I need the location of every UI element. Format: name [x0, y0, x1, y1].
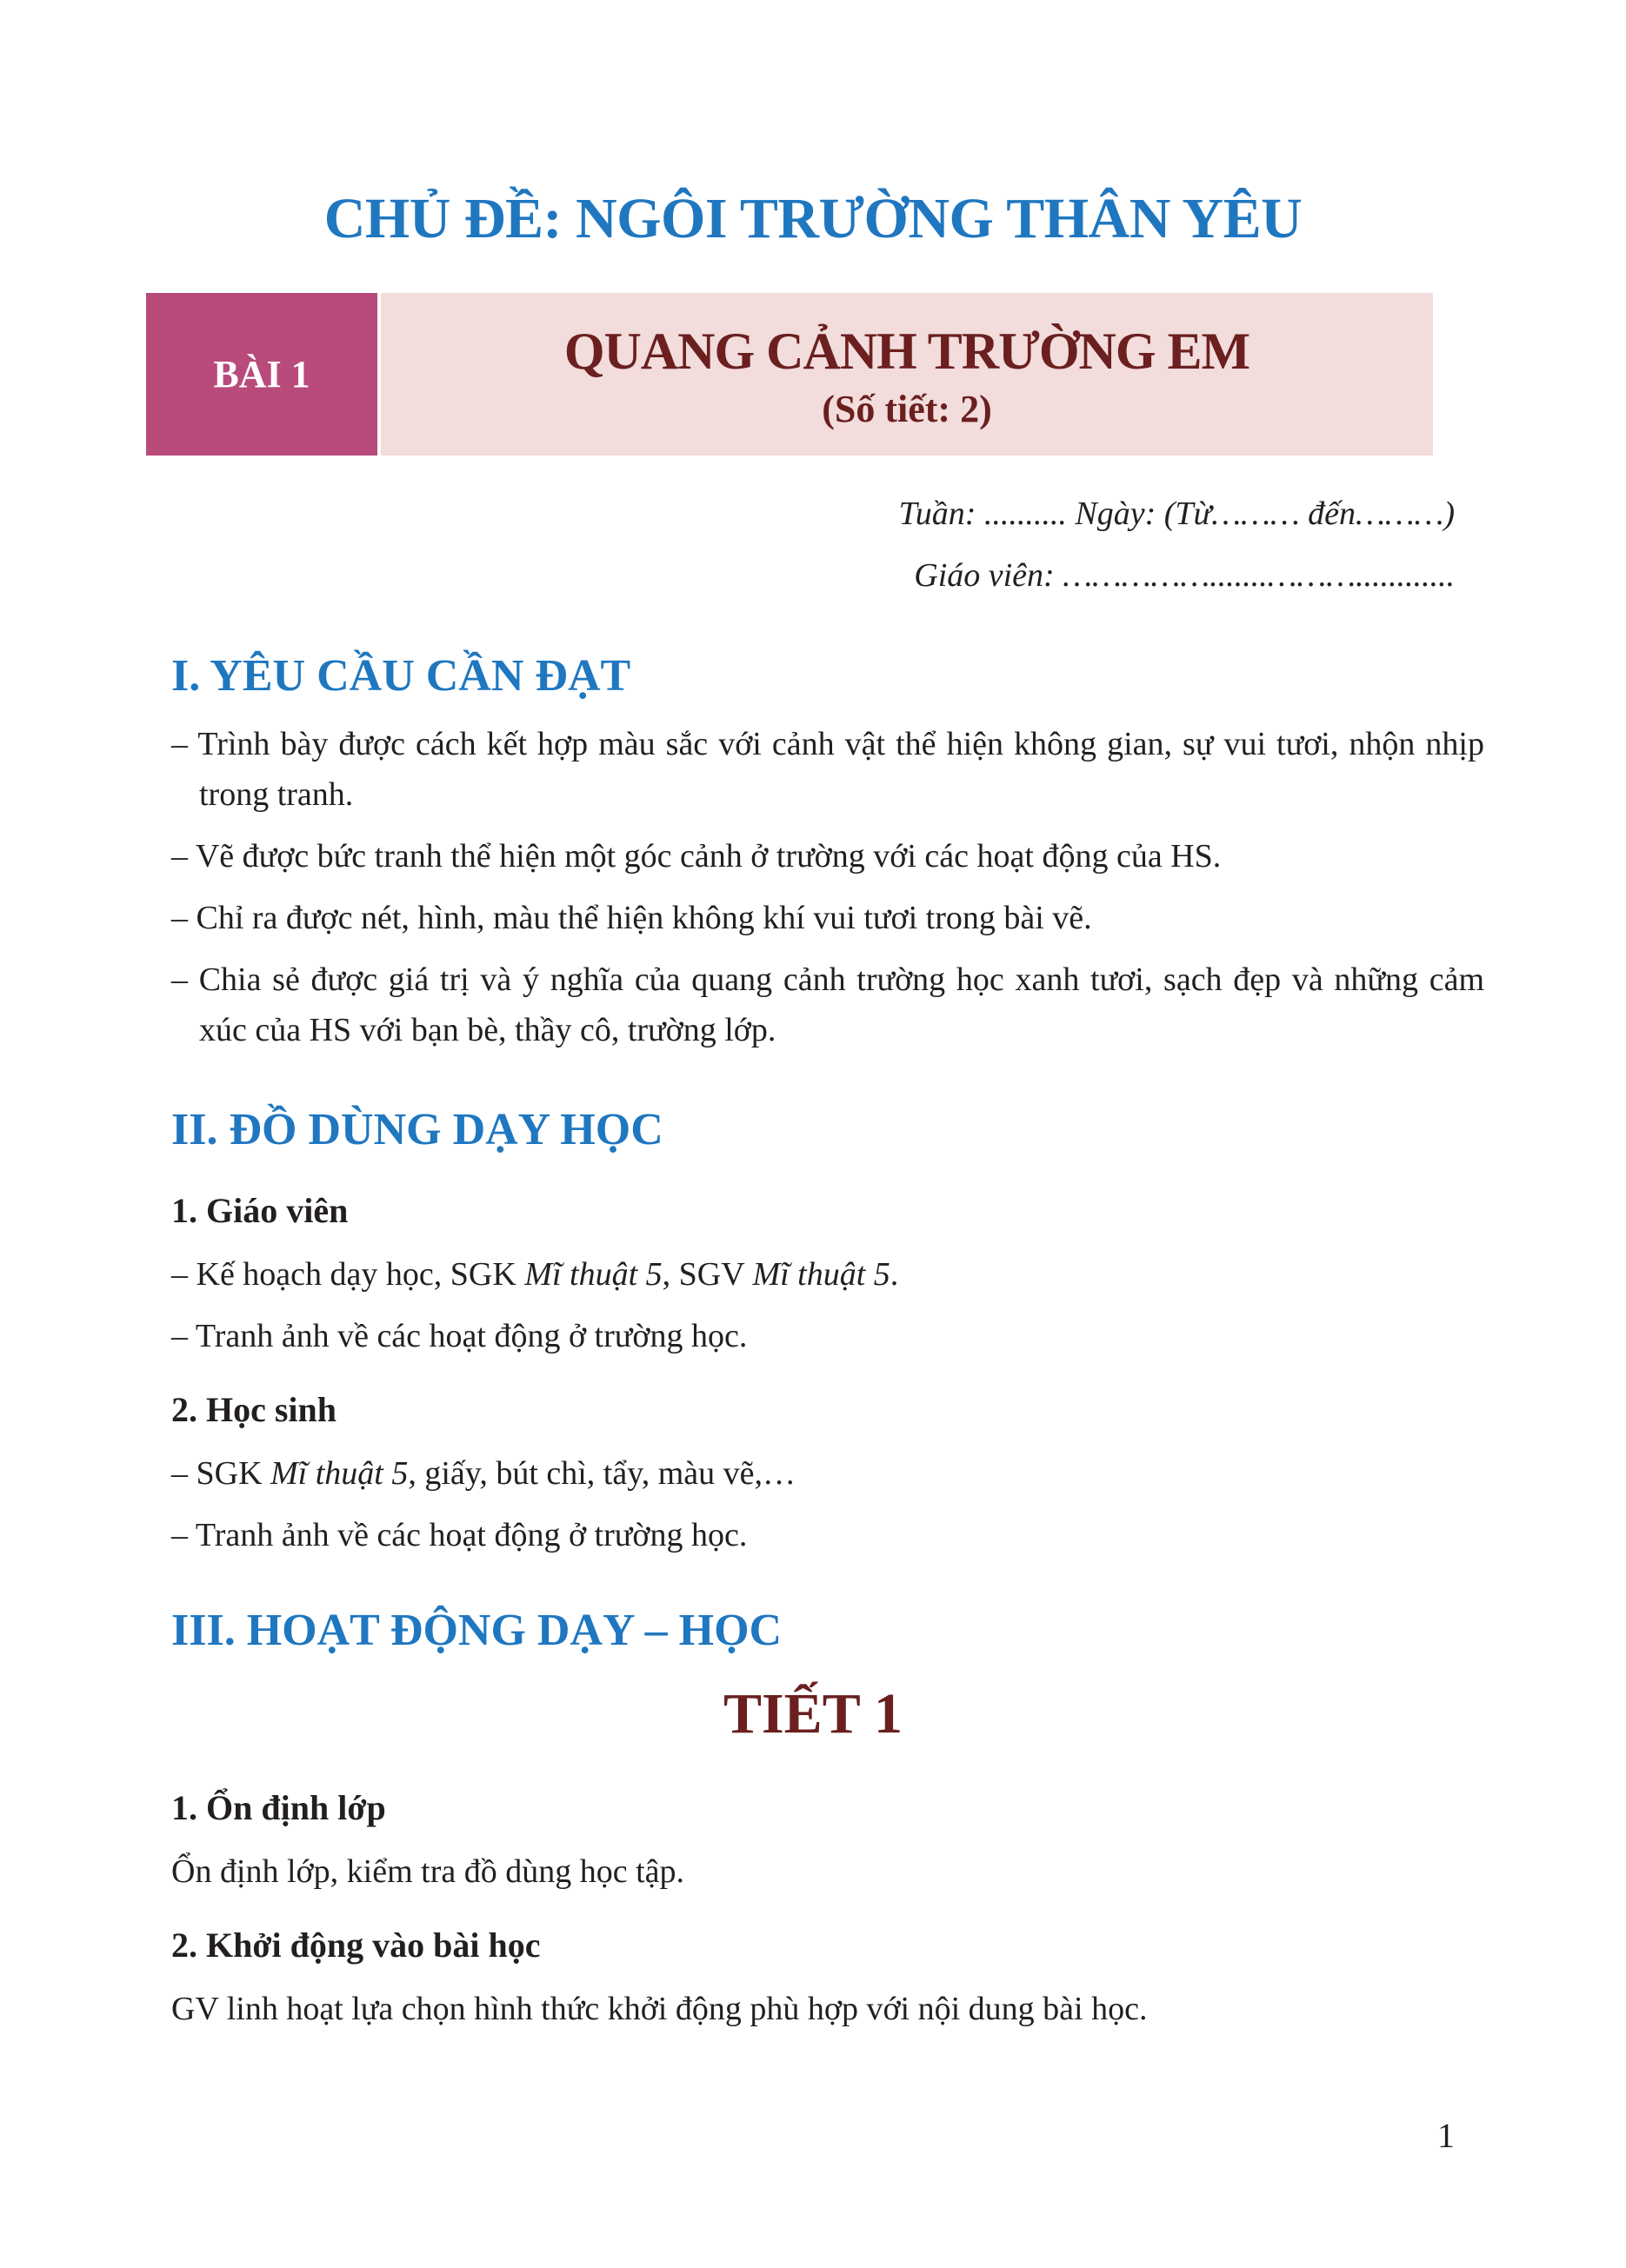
book-title: Mĩ thuật 5: [524, 1256, 663, 1293]
requirement-item: – Trình bày được cách kết hợp màu sắc với cảnh vật thể hiện không gian, sự vui tươi, nhộn nhịp trong tranh.: [171, 726, 1484, 813]
requirement-item: – Vẽ được bức tranh thể hiện một góc cảnh ở trường với các hoạt động của HS.: [171, 838, 1222, 875]
teacher-material-item: [171, 1249, 1456, 1300]
lesson-title: QUANG CẢNH TRƯỜNG EM: [563, 323, 1250, 380]
text: , SGV: [662, 1256, 753, 1293]
section-materials-heading: II. ĐỒ DÙNG DẠY HỌC: [171, 1105, 663, 1154]
step1-text: Ổn định lớp, kiểm tra đồ dùng học tập.: [171, 1853, 685, 1890]
lesson-number: BÀI 1: [146, 293, 377, 456]
lesson-periods: (Số tiết: 2): [822, 388, 992, 430]
lesson-banner: [146, 293, 1433, 456]
teacher-line: Giáo viên: …………….......………............: [914, 557, 1455, 594]
teacher-material-item: – Tranh ảnh về các hoạt động ở trường học.: [171, 1318, 748, 1354]
topic-title: CHỦ ĐỀ: NGÔI TRƯỜNG THÂN YÊU: [323, 187, 1303, 250]
step1-heading: 1. Ổn định lớp: [171, 1788, 386, 1827]
section-requirements-heading: I. YÊU CẦU CẦN ĐẠT: [171, 651, 631, 701]
text: – SGK: [171, 1455, 271, 1492]
student-material-item: – Tranh ảnh về các hoạt động ở trường học.: [171, 1517, 748, 1553]
book-title: Mĩ thuật 5: [270, 1455, 409, 1492]
requirement-item: – Chia sẻ được giá trị và ý nghĩa của quang cảnh trường học xanh tươi, sạch đẹp và những cảm xúc của HS với bạn bè, thầy cô, trường lớp.: [171, 961, 1484, 1048]
teacher-materials-heading: 1. Giáo viên: [171, 1191, 349, 1230]
step2-text: GV linh hoạt lựa chọn hình thức khởi động phù hợp với nội dung bài học.: [171, 1991, 1148, 2027]
section-activities-heading: III. HOẠT ĐỘNG DẠY – HỌC: [171, 1606, 783, 1655]
step2-heading: 2. Khởi động vào bài học: [171, 1925, 541, 1965]
period-title: TIẾT 1: [723, 1682, 903, 1746]
student-material-item: [171, 1448, 1456, 1499]
text: .: [890, 1256, 899, 1293]
text: , giấy, bút chì, tẩy, màu vẽ,…: [408, 1455, 796, 1492]
page-number: 1: [1437, 2116, 1455, 2155]
lesson-header: [381, 293, 1433, 456]
text: – Kế hoạch dạy học, SGK: [171, 1256, 525, 1293]
requirement-item: – Chỉ ra được nét, hình, màu thể hiện không khí vui tươi trong bài vẽ.: [171, 900, 1092, 936]
student-materials-heading: 2. Học sinh: [171, 1390, 337, 1429]
book-title: Mĩ thuật 5: [752, 1256, 890, 1293]
week-date-line: Tuần: .......... Ngày: (Từ……… đến………): [898, 496, 1455, 532]
